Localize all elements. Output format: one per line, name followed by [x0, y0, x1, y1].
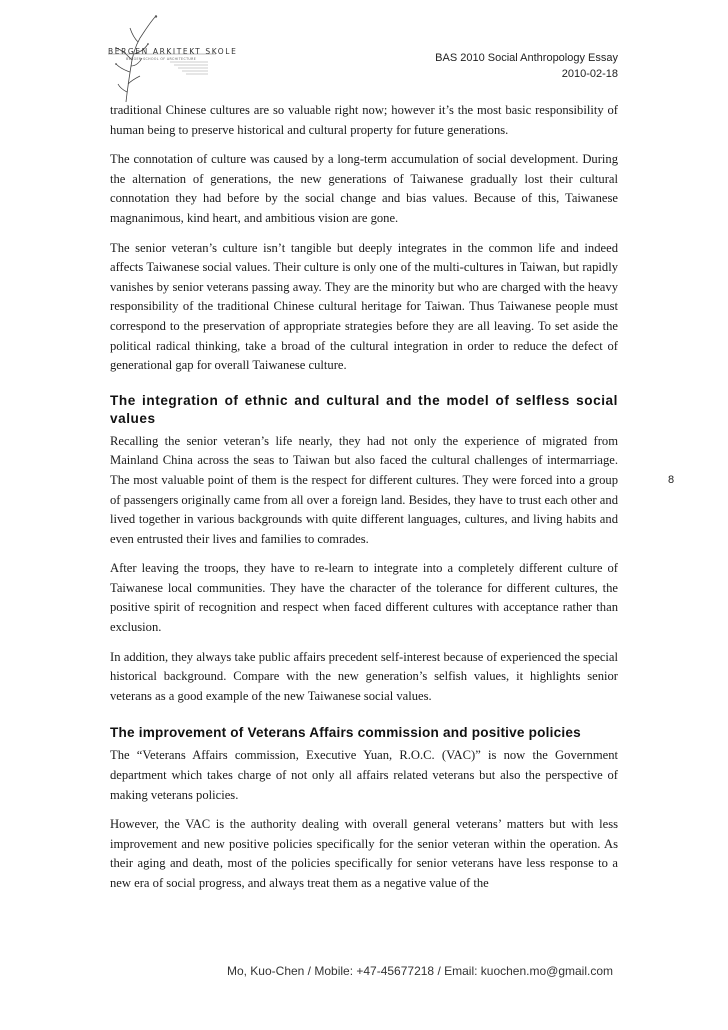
- logo-subtitle: BERGEN SCHOOL OF ARCHITECTURE: [126, 57, 197, 61]
- section-heading: The improvement of Veterans Affairs commission and positive policies: [110, 725, 581, 741]
- page-header: [435, 50, 618, 82]
- paragraph: The senior veteran’s culture isn’t tangible but deeply integrates in the common life and indeed affects Taiwanese social values. Their culture is only one of the multi-cultures in Taiwan, but rapidly vanishes by senior veterans passing away. They are the minority but who are charged with the heavy responsibility of the traditional Chinese cultural heritage for Taiwan. Thus Taiwanese people must correspond to the preservation of appropriate strategies before they are all leaving. To set aside the political radical thinking, take a broad of the cultural integration in order to reduce the defect of generational gap for overall Taiwanese culture.: [110, 240, 618, 373]
- page-footer: Mo, Kuo-Chen / Mobile: +47-45677218 / Email: kuochen.mo@gmail.com: [226, 964, 614, 978]
- header-date: 2010-02-18: [561, 68, 618, 80]
- section-heading: The integration of ethnic and cultural and the model of selfless social values: [110, 392, 618, 426]
- header-title: BAS 2010 Social Anthropology Essay: [435, 52, 618, 64]
- essay-body: [110, 101, 618, 904]
- paragraph: The connotation of culture was caused by a long-term accumulation of social development. During the alternation of generations, the new generations of Taiwanese gradually lost their cultural connotation they had before by the social change and bias values. Because of this, Taiwanese magnanimous, kind heart, and ambitious vision are gone.: [110, 152, 618, 225]
- logo-name: BERGEN ARKITEKT SKOLE: [108, 47, 238, 56]
- paragraph: In addition, they always take public affairs precedent self-interest because of experienced the special historical background. Compare with the new generation’s selfish values, it highlights senior veterans as a good example of the new Taiwanese social values.: [110, 649, 618, 703]
- school-logo: [104, 14, 238, 104]
- paragraph: After leaving the troops, they have to re-learn to integrate into a completely different culture of Taiwanese local communities. They have the character of the tolerance for different cultures, the positive spirit of recognition and respect when faced different cultures with acceptance rather than exclusion.: [110, 561, 618, 635]
- page-number: 8: [668, 474, 675, 486]
- paragraph: traditional Chinese cultures are so valuable right now; however it’s the most basic responsibility of human being to preserve historical and cultural property for future generations.: [110, 103, 618, 137]
- paragraph: Recalling the senior veteran’s life nearly, they had not only the experience of migrated from Mainland China across the seas to Taiwan but also faced the cultural challenges of intermarriage. The most valuable point of them is the respect for different cultures. They were forced into a group of passengers originally came from all over a foreign land. Besides, they have to trust each other and lived together in various backgrounds with quite different languages, cultures, and living habits and even entrusted their lives and families to comrades.: [110, 433, 618, 546]
- paragraph: The “Veterans Affairs commission, Executive Yuan, R.O.C. (VAC)” is now the Government department which takes charge of not only all affairs related veterans but also the perspective of making veterans policies.: [110, 748, 618, 802]
- paragraph: However, the VAC is the authority dealing with overall general veterans’ matters but with less improvement and new positive policies specifically for the senior veteran within the operation. As their aging and death, most of the policies specifically for senior veterans have less response to a new era of social progress, and always treat them as a negative value of the: [110, 817, 618, 890]
